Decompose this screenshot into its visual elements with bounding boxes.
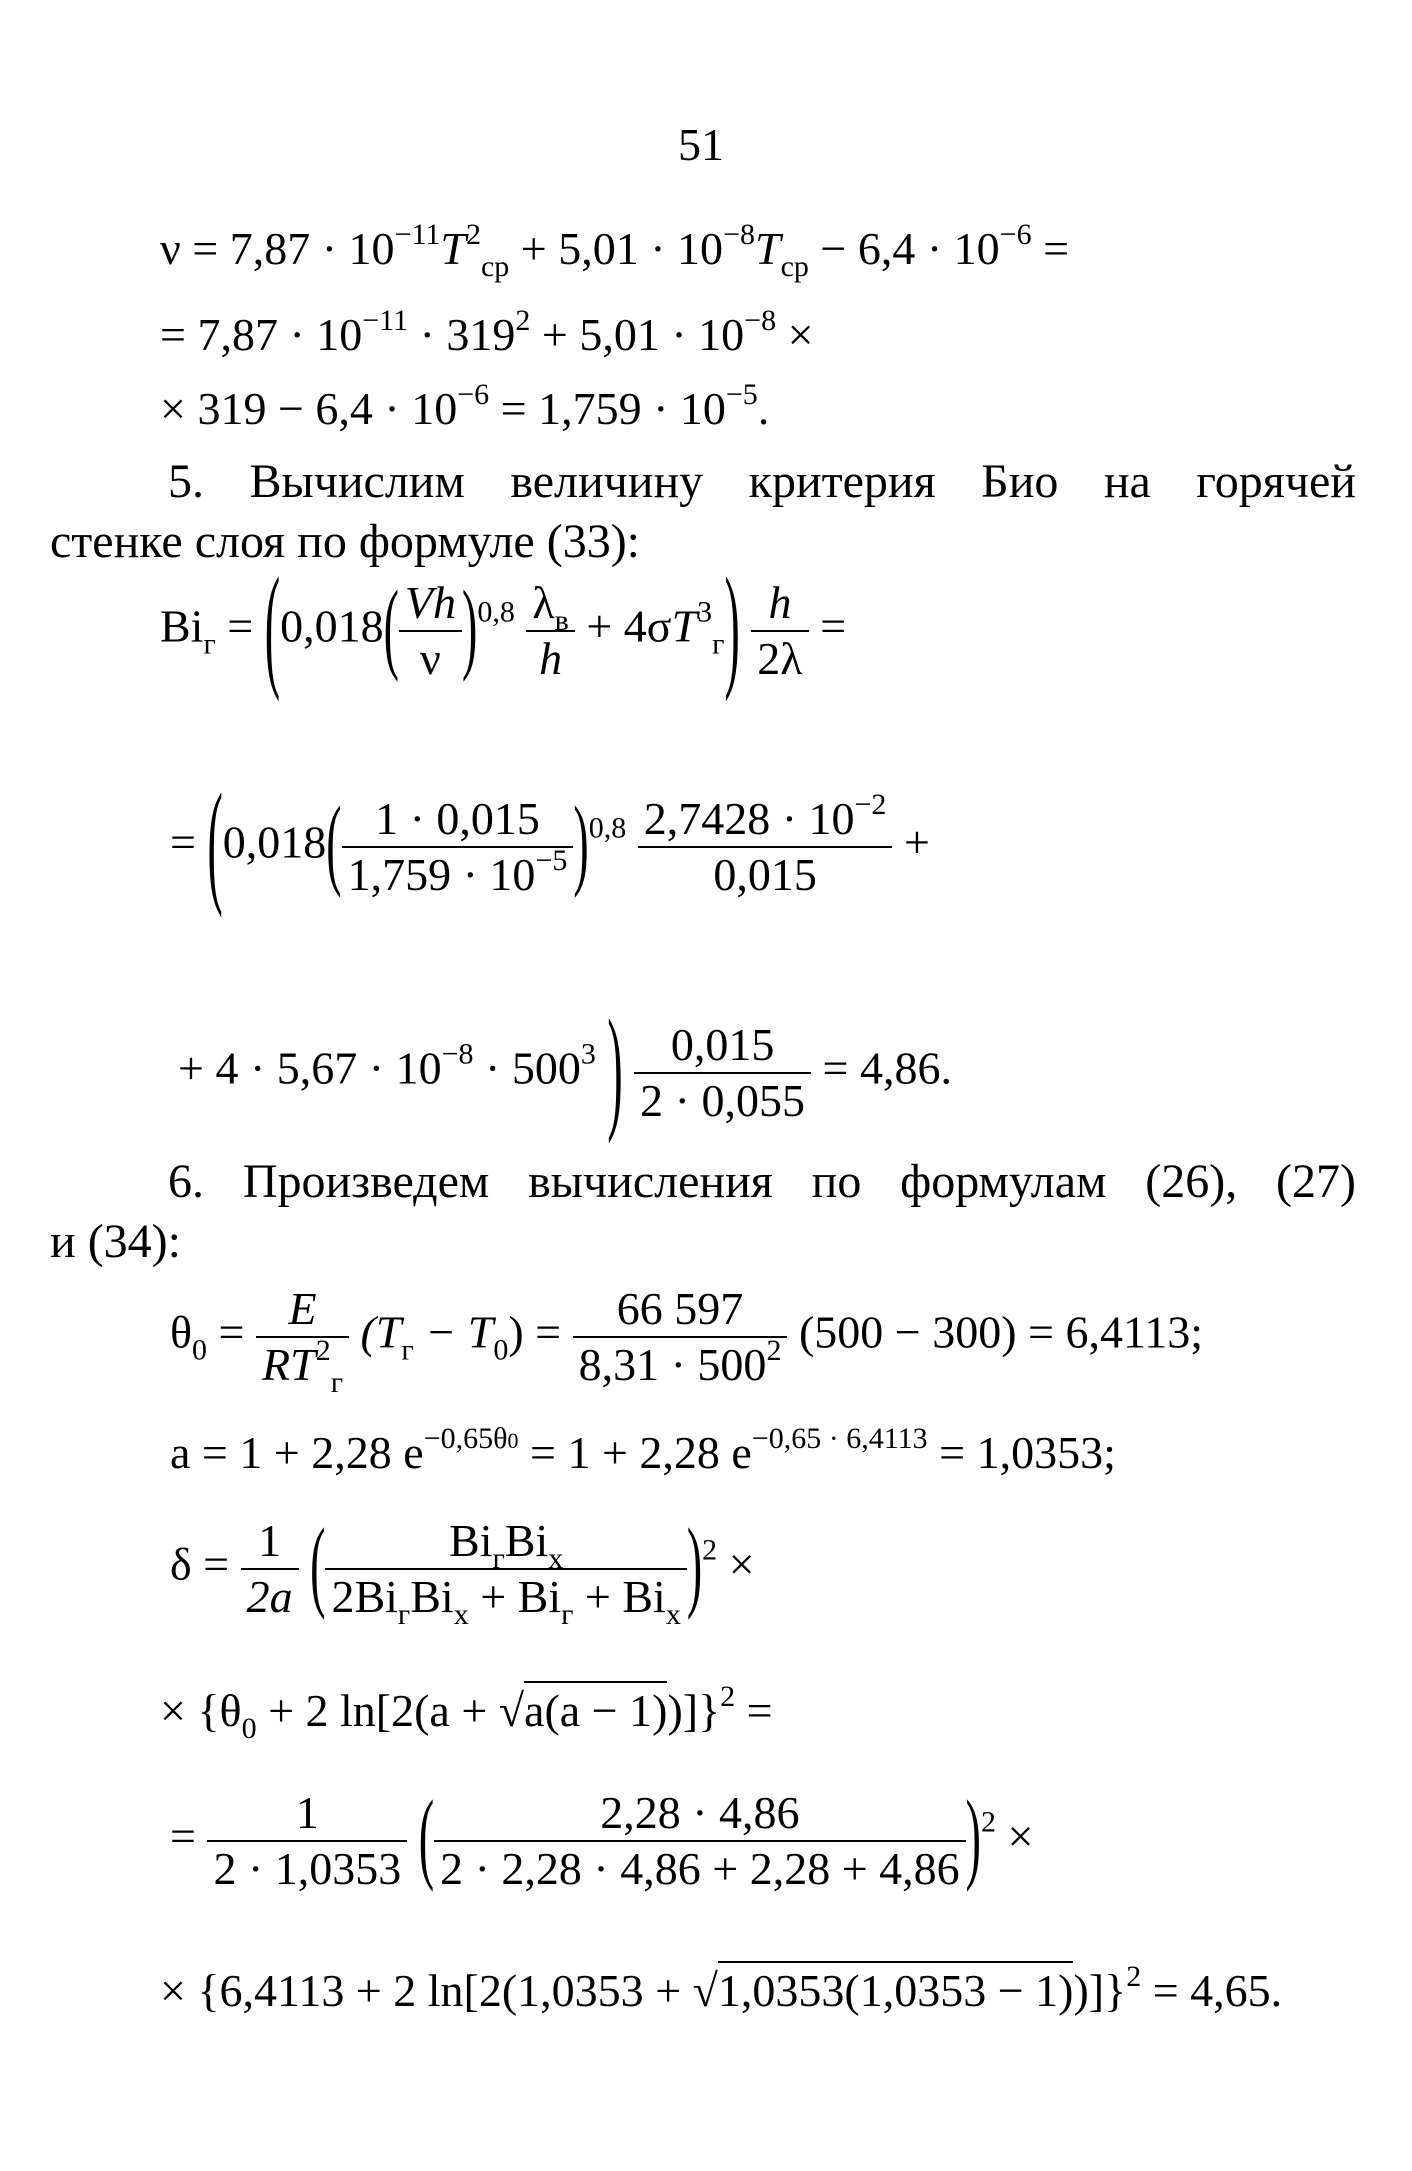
step-6-line-1: 6. Произведем вычисления по формулам (26), (27) [168,1155,1356,1208]
delta-line-2: × {$\theta_0 + 2$ ln[2(a + √a(a − 1))]}$^2$ = [160,1680,773,1745]
delta-final: × {6,4113 + 2 ln[2(1,0353 + √1,0353(1,0353 − 1))]}$^2$ = 4,65. [160,1960,1283,2016]
bi-substitution-line-1: = (0,018( $\frac{1 \cdot 0,015}{1,759 \cdot 10^{-5}}$ )$^{0,8}$ $\frac{2,7428 \cdot 10^{-2}}{0,015}$ + [170,764,930,918]
step-5-line-1: 5. Вычислим величину критерия Био на горячей [168,455,1356,508]
nu-equation-line-2: = $7,87 \cdot 10^{-11} \cdot 319^2 + 5,01 \cdot 10^{-8}$ × [160,304,814,360]
nu-equation-line-1: $\nu = 7,87 \cdot 10^{-11}T^2_{ср} + 5,01 \cdot 10^{-8}T_{ср} - 6,4 \cdot 10^{-6}$ = [160,218,1070,283]
page-number: 51 [678,119,724,170]
nu-equation-line-3: × $319 - 6,4 \cdot 10^{-6} = 1,759 \cdot 10^{-5}$. [160,378,770,434]
bi-formula: $Bi_г = (0,018$( $\frac{Vh}{\nu}$ )$^{0,8}$ $\frac{\lambda_в}{h}$ + $4\sigma T^3_г$) $\frac{h}{2\lambda}$ = [160,548,847,702]
delta-substitution: = $\frac{1}{2 \cdot 1,0353}$ ( $\frac{2,28 \cdot 4,86}{2 \cdot 2,28 \cdot 4,86 + 2,28 + 4,86}$ )$^2$ × [170,1779,1034,1894]
a-formula: a = 1 + 2,28 $e^{-0,65\theta 0} = 1 + 2,28$ $e^{-0,65 \cdot 6,4113} = 1,0353$; [170,1422,1116,1478]
bi-substitution-line-2: + $4 \cdot 5,67 \cdot 10^{-8} \cdot 500^3$ ) $\frac{0,015}{2 \cdot 0,055}$ = 4,86. [178,990,952,1144]
step-5-line-2: стенке слоя по формуле (33): [50,515,641,568]
step-6-line-2: и (34): [50,1215,181,1268]
delta-formula: δ = $\frac{1}{2a}$ ( $\frac{Bi_гBi_x}{2Bi_гBi_x + Bi_г + Bi_x}$ )$^2$ × [170,1507,755,1631]
theta-formula: $\theta_0$ = $\frac{E}{RT^2_г}$ $(T_г - T_0)$ = $\frac{66 597}{8,31 \cdot 500^2}$ (500 − 300) = 6,4113; [170,1283,1204,1399]
